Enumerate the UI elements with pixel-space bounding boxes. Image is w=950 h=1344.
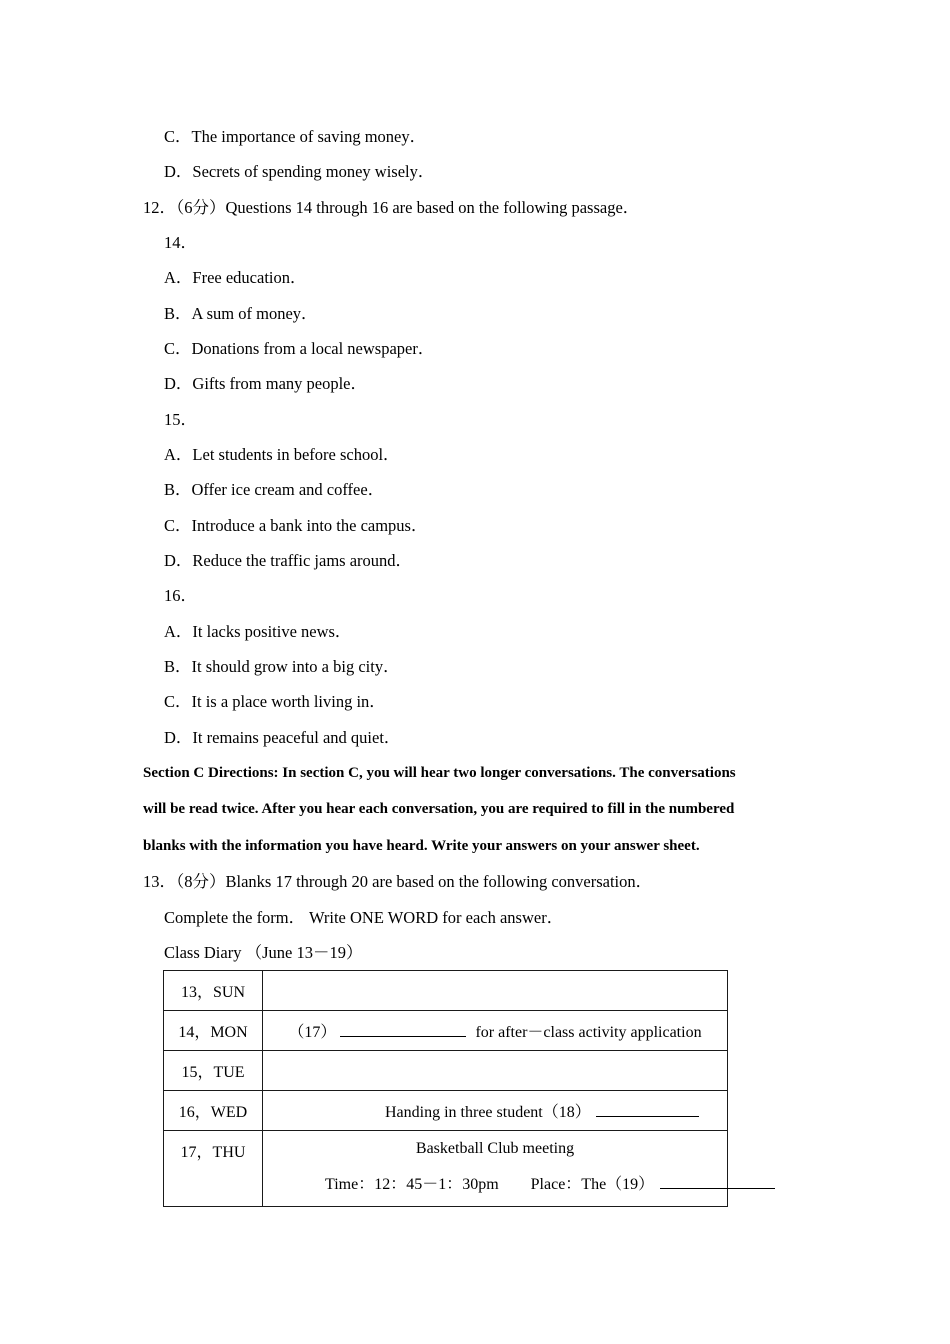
diary-row-wed (164, 1091, 728, 1131)
blank-17-suffix: for after－class activity application (475, 1024, 702, 1042)
basketball-meeting-line: Basketball Club meeting (415, 1140, 575, 1158)
question-12-heading: 12．（6分）Questions 14 through 16 are based on the following passage． (143, 197, 640, 217)
option-15-d: D．Reduce the traffic jams around． (164, 550, 413, 570)
time-place-line (263, 1167, 727, 1203)
blank-18-label: Handing in three student（18） (385, 1104, 591, 1122)
diary-row-thu (164, 1131, 728, 1207)
day-cell-wed: 16，WED (164, 1091, 263, 1131)
option-15-c: C．Introduce a bank into the campus． (164, 515, 428, 535)
day-cell-mon: 14，MON (164, 1011, 263, 1051)
day-cell-sun: 13，SUN (164, 971, 263, 1011)
option-14-c: C．Donations from a local newspaper． (164, 338, 435, 358)
option-16-d: D．It remains peaceful and quiet． (164, 727, 401, 747)
question-13-heading: 13．（8分）Blanks 17 through 20 are based on the following conversation． (143, 872, 653, 892)
blank-19-label: Time：12：45－1：30pm Place：The（19） (325, 1176, 655, 1194)
option-11-c: C．The importance of saving money． (164, 127, 427, 146)
content-cell-tue (263, 1051, 728, 1091)
blank-17-label: （17） (288, 1024, 337, 1042)
diary-row-mon (164, 1011, 728, 1051)
option-15-b: B．Offer ice cream and coffee． (164, 480, 385, 500)
answer-blank-18 (596, 1113, 699, 1117)
day-cell-tue: 15，TUE (164, 1051, 263, 1091)
option-11-d: D．Secrets of spending money wisely． (164, 162, 435, 182)
answer-blank-17 (340, 1033, 466, 1037)
class-diary-table (163, 970, 728, 1207)
diary-row-tue (164, 1051, 728, 1091)
section-c-line-1: Section C Directions: In section C, you will hear two longer conversations. The conversations (143, 764, 736, 781)
question-14-number: 14． (164, 232, 197, 252)
content-cell-sun (263, 971, 728, 1011)
diary-row-sun (164, 971, 728, 1011)
content-cell-mon (263, 1011, 728, 1051)
answer-blank-19 (660, 1185, 775, 1189)
content-cell-wed (263, 1091, 728, 1131)
option-15-a: A．Let students in before school． (164, 444, 400, 464)
option-16-b: B．It should grow into a big city． (164, 656, 400, 676)
class-diary-title: Class Diary （June 13－19） (164, 943, 363, 963)
option-14-b: B．A sum of money． (164, 303, 318, 323)
question-16-number: 16． (164, 586, 197, 606)
section-c-line-3: blanks with the information you have heard. Write your answers on your answer sheet. (143, 837, 700, 854)
option-16-c: C．It is a place worth living in． (164, 692, 386, 712)
section-c-directions (143, 755, 950, 865)
day-cell-thu: 17，THU (164, 1131, 263, 1207)
question-13-instruction: Complete the form． Write ONE WORD for each answer． (164, 907, 564, 927)
content-cell-thu (263, 1131, 728, 1207)
section-c-line-2: will be read twice. After you hear each conversation, you are required to fill in the numbered (143, 801, 735, 818)
option-14-a: A．Free education． (164, 268, 307, 288)
option-16-a: A．It lacks positive news． (164, 621, 352, 641)
option-14-d: D．Gifts from many people． (164, 374, 368, 394)
question-15-number: 15． (164, 409, 197, 429)
